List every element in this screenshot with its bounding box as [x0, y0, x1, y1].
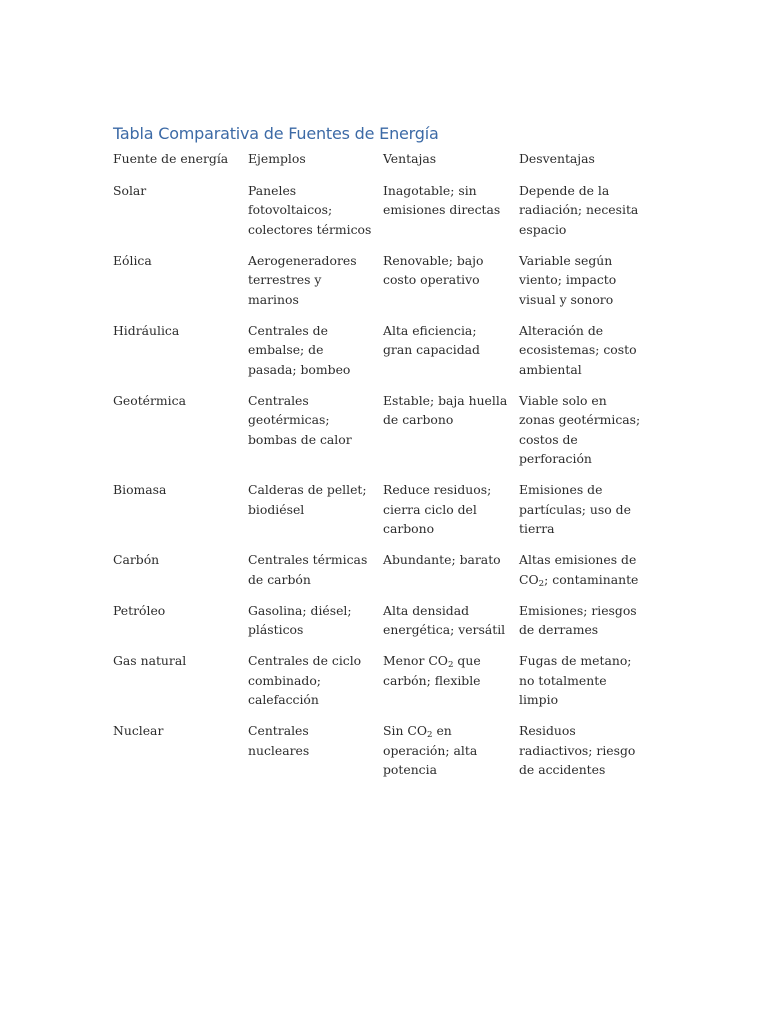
cell-ventajas: Alta densidad energética; versátil: [383, 602, 506, 637]
cell-fuente: Solar: [113, 182, 147, 198]
table-row: [108, 550, 651, 601]
header-fuente: Fuente de energía: [113, 151, 229, 166]
cell-ventajas: Reduce residuos; cierra ciclo del carbono: [383, 482, 492, 536]
cell-ventajas: Sin $CO_2$ en operación; alta potencia: [383, 723, 478, 777]
document-title: Tabla Comparativa de Fuentes de Energía: [113, 124, 439, 143]
cell-ejemplos: Centrales geotérmicas; bombas de calor: [248, 392, 352, 447]
cell-fuente: Geotérmica: [113, 392, 186, 408]
table-row: [108, 721, 651, 791]
table-row: [108, 391, 651, 481]
cell-fuente: Gas natural: [113, 653, 187, 668]
table-row: [108, 251, 651, 321]
cell-ventajas: Renovable; bajo costo operativo: [383, 252, 484, 287]
table-row: [108, 181, 651, 251]
cell-ejemplos: Aerogeneradores terrestres y marinos: [248, 252, 357, 307]
table-row: [108, 321, 651, 391]
cell-ejemplos: Centrales térmicas de carbón: [248, 552, 368, 587]
energy-comparison-table: [108, 147, 651, 791]
cell-desventajas: Altas emisiones de $CO_2$; contaminante: [519, 552, 639, 589]
cell-fuente: Petróleo: [113, 602, 166, 618]
cell-desventajas: Depende de la radiación; necesita espacio: [519, 182, 639, 237]
cell-ejemplos: Centrales nucleares: [248, 723, 310, 758]
table-header-row: [108, 147, 651, 181]
cell-ejemplos: Gasolina; diésel; plásticos: [248, 602, 352, 637]
cell-ventajas: Abundante; barato: [383, 552, 501, 567]
cell-fuente: Carbón: [113, 552, 160, 567]
cell-ventajas: Alta eficiencia; gran capacidad: [383, 322, 480, 357]
cell-ejemplos: Centrales de embalse; de pasada; bombeo: [248, 322, 351, 377]
header-desventajas: Desventajas: [519, 151, 595, 166]
table-row: [108, 651, 651, 721]
cell-ejemplos: Calderas de pellet; biodiésel: [248, 482, 367, 517]
table-row: [108, 480, 651, 550]
cell-desventajas: Emisiones; riesgos de derrames: [519, 602, 637, 637]
header-ejemplos: Ejemplos: [248, 151, 306, 166]
cell-desventajas: Fugas de metano; no totalmente limpio: [519, 653, 632, 707]
cell-desventajas: Viable solo en zonas geotérmicas; costos de perforación: [519, 392, 641, 466]
cell-desventajas: Variable según viento; impacto visual y sonoro: [519, 252, 617, 307]
cell-desventajas: Alteración de ecosistemas; costo ambiental: [519, 322, 637, 377]
cell-fuente: Hidráulica: [113, 322, 180, 338]
cell-ventajas: Menor $CO_2$ que carbón; flexible: [383, 653, 481, 688]
cell-fuente: Biomasa: [113, 482, 167, 497]
cell-desventajas: Emisiones de partículas; uso de tierra: [519, 482, 631, 536]
cell-ventajas: Estable; baja huella de carbono: [383, 392, 508, 427]
cell-fuente: Nuclear: [113, 723, 164, 738]
header-ventajas: Ventajas: [383, 151, 437, 166]
cell-ejemplos: Centrales de ciclo combinado; calefacción: [248, 653, 362, 707]
cell-desventajas: Residuos radiactivos; riesgo de accidentes: [519, 723, 636, 777]
table-row: [108, 601, 651, 652]
cell-ventajas: Inagotable; sin emisiones directas: [383, 182, 501, 217]
cell-fuente: Eólica: [113, 252, 152, 268]
cell-ejemplos: Paneles fotovoltaicos; colectores térmicos: [248, 182, 372, 237]
